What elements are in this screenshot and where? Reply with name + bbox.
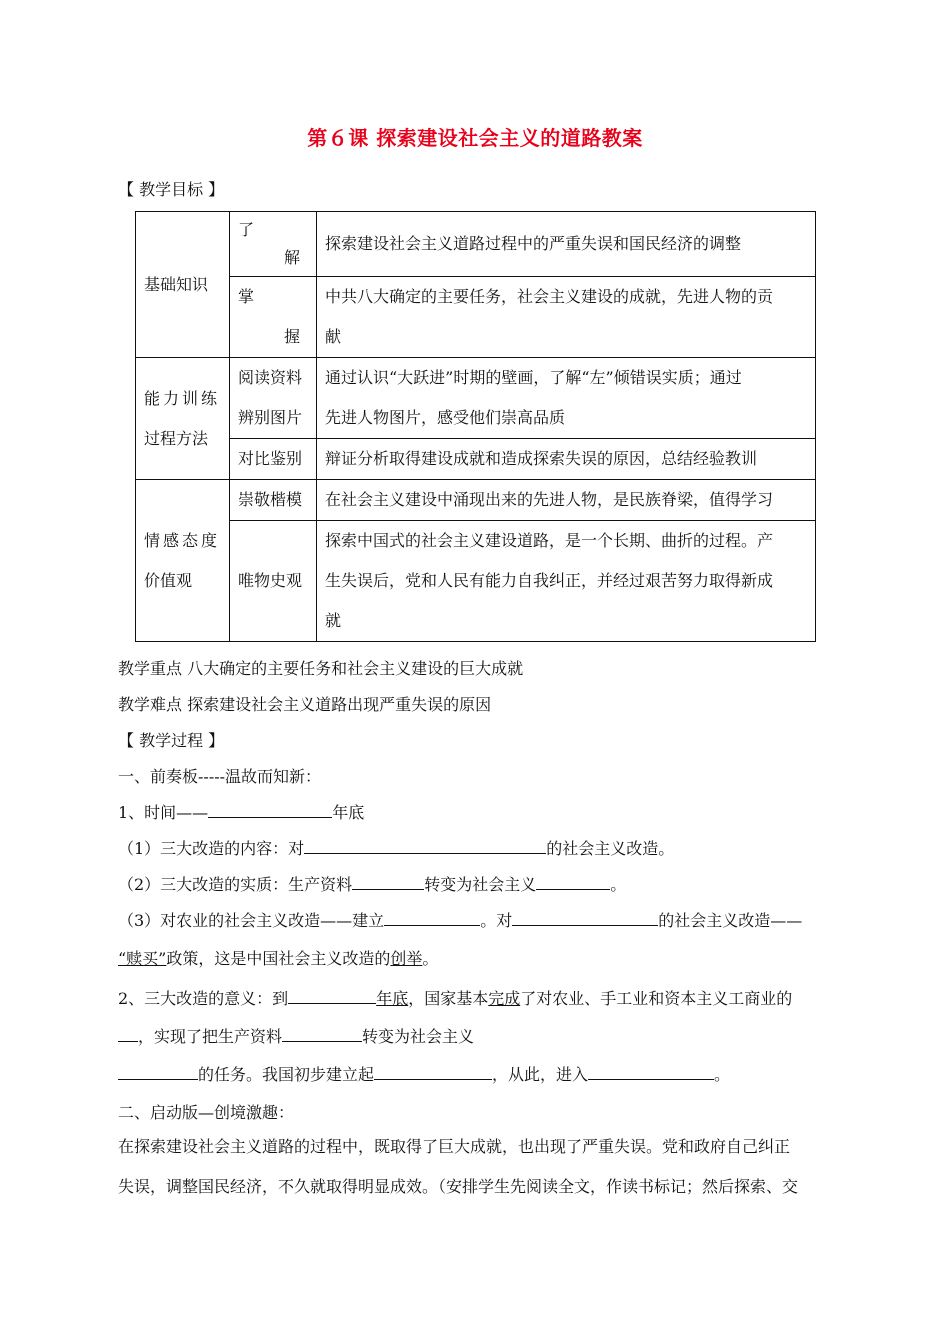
fill-blank[interactable] (118, 1063, 198, 1080)
fill-blank[interactable] (512, 909, 658, 926)
type-cell: 唯物史观 (230, 521, 317, 642)
page-title: 第６课 探索建设社会主义的道路教案 (307, 126, 643, 150)
fill-blank[interactable] (588, 1063, 714, 1080)
fill-blank[interactable] (352, 873, 424, 890)
type-cell: 崇敬楷模 (230, 480, 317, 521)
content-cell: 探索中国式的社会主义建设道路，是一个长期、曲折的过程。产 生失误后，党和人民有能力自我纠正，并经过艰苦努力取得新成 就 (317, 521, 816, 642)
intro-paragraph: 在探索建设社会主义道路的过程中，既取得了巨大成就，也出现了严重失误。党和政府自己纠正 失误，调整国民经济，不久就取得明显成效。（安排学生先阅读全文，作读书标记；然后探索、交 (118, 1137, 799, 1196)
question-line: 1、时间—— 年底 (118, 803, 365, 822)
section-heading: 一、前奏板-----温故而知新： (118, 767, 322, 786)
table-row (136, 358, 816, 439)
question-line: ，实现了把生产资料 转变为社会主义 (118, 1024, 474, 1047)
question-line: （1）三大改造的内容：对 的社会主义改造。 (118, 839, 675, 858)
fill-blank[interactable] (374, 1063, 492, 1080)
group-label: 基础知识 (136, 212, 230, 358)
content-cell: 在社会主义建设中涌现出来的先进人物，是民族脊梁，值得学习 (317, 480, 816, 521)
objectives-table (135, 211, 816, 642)
goal-header: 【 教学目标 】 (118, 180, 225, 199)
table-row (136, 480, 816, 521)
fill-blank[interactable] (282, 1025, 362, 1042)
type-cell: 对比鉴别 (230, 439, 317, 480)
key-point: 教学重点 八大确定的主要任务和社会主义建设的巨大成就 (118, 659, 524, 678)
question-line: “赎买”政策，这是中国社会主义改造的创举。 (118, 949, 439, 968)
content-cell: 探索建设社会主义道路过程中的严重失误和国民经济的调整 (317, 212, 816, 277)
type-cell: 了 解 (230, 212, 317, 277)
type-cell: 掌 握 (230, 277, 317, 358)
question-line: 的任务。我国初步建立起 ，从此，进入 。 (118, 1062, 730, 1085)
question-line: （2）三大改造的实质：生产资料 转变为社会主义 。 (118, 875, 627, 894)
fill-blank[interactable] (384, 909, 480, 926)
content-cell: 辩证分析取得建设成就和造成探索失误的原因，总结经验教训 (317, 439, 816, 480)
table-row (136, 521, 816, 642)
table-row (136, 439, 816, 480)
question-line: （3）对农业的社会主义改造——建立 。对 的社会主义改造—— (118, 911, 803, 930)
question-line: 2、三大改造的意义：到 年底，国家基本完成了对农业、手工业和资本主义工商业的 (118, 989, 793, 1008)
table-row (136, 277, 816, 358)
fill-blank[interactable] (208, 801, 332, 818)
section-heading: 二、启动版—创境激趣： (118, 1103, 295, 1122)
difficulty: 教学难点 探索建设社会主义道路出现严重失误的原因 (118, 695, 492, 714)
content-cell: 通过认识“大跃进”时期的壁画，了解“左”倾错误实质；通过 先进人物图片，感受他们崇高品质 (317, 358, 816, 439)
fill-blank[interactable] (536, 873, 610, 890)
fill-blank[interactable] (304, 837, 546, 854)
content-cell: 中共八大确定的主要任务，社会主义建设的成就，先进人物的贡 献 (317, 277, 816, 358)
process-header: 【 教学过程 】 (118, 731, 225, 750)
fill-blank[interactable] (118, 1025, 138, 1042)
fill-blank[interactable] (288, 987, 376, 1004)
type-cell: 阅读资料 辨别图片 (230, 358, 317, 439)
table-row (136, 212, 816, 277)
group-label: 能力训练 过程方法 (136, 358, 230, 480)
group-label: 情感态度 价值观 (136, 480, 230, 642)
